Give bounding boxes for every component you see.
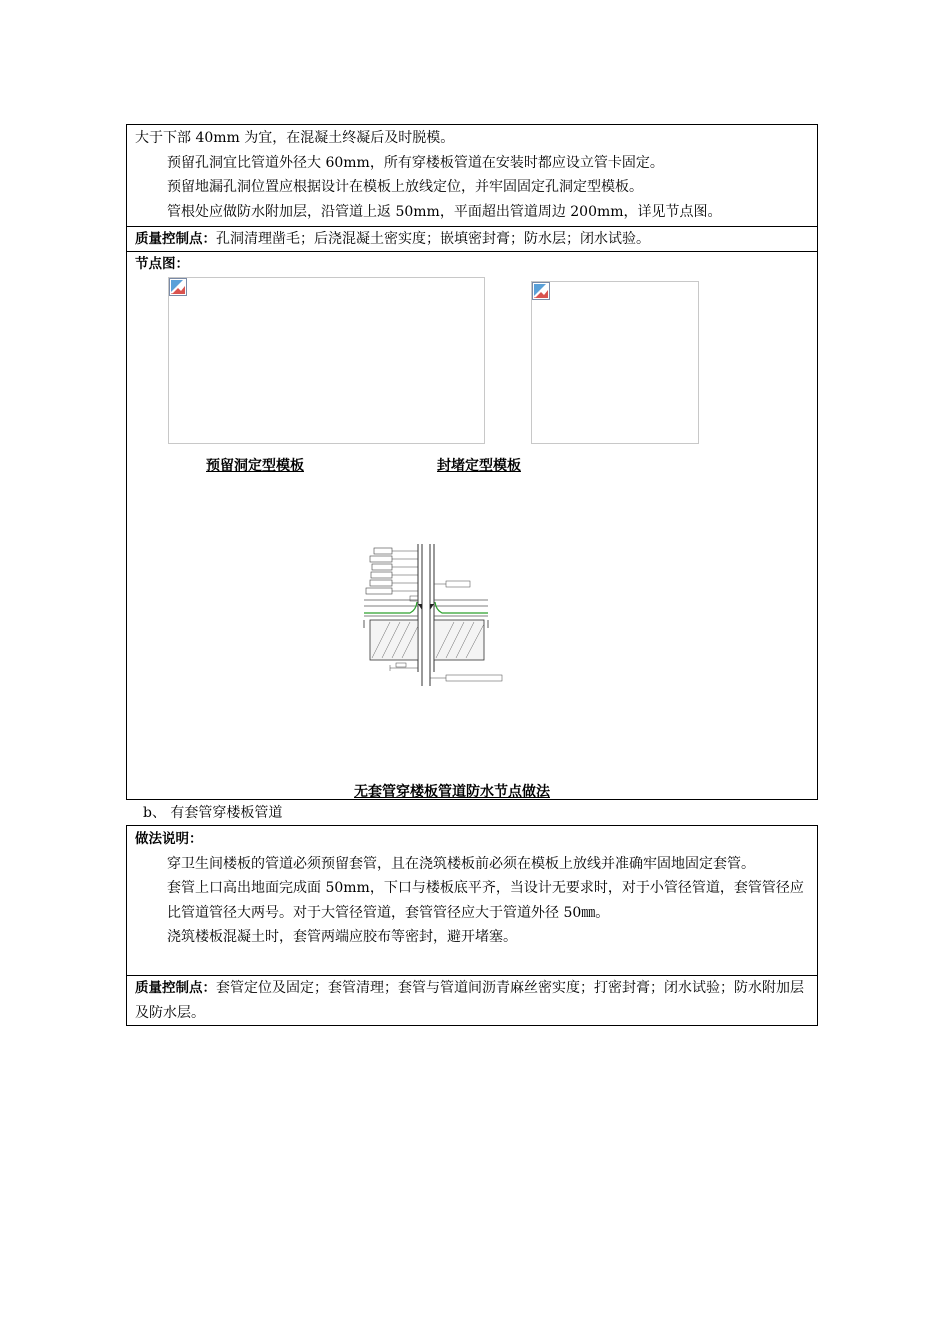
quality-cell bbox=[127, 976, 817, 1026]
waterproof-node-drawing bbox=[360, 544, 505, 686]
desc-line: 预留孔洞宜比管道外径大 60mm，所有穿楼板管道在安装时都应设立管卡固定。 bbox=[167, 154, 664, 171]
desc-line: 大于下部 40mm 为宜，在混凝土终凝后及时脱模。 bbox=[135, 130, 455, 146]
caption-reserved-hole-formwork: 预留洞定型模板 bbox=[206, 458, 304, 474]
caption-plug-formwork: 封堵定型模板 bbox=[437, 458, 521, 474]
construction-table-1 bbox=[126, 124, 818, 800]
quality-label: 质量控制点： bbox=[135, 980, 216, 996]
method-paragraph: 浇筑楼板混凝土时，套管两端应胶布等密封，避开堵塞。 bbox=[167, 929, 517, 945]
plug-formwork-image-placeholder bbox=[531, 281, 699, 444]
method-label: 做法说明： bbox=[135, 831, 203, 847]
caption-no-sleeve-detail: 无套管穿楼板管道防水节点做法 bbox=[354, 784, 550, 800]
node-label: 节点图： bbox=[135, 256, 189, 272]
formwork-image-placeholder bbox=[168, 277, 485, 444]
quality-text: 孔洞清理凿毛；后浇混凝土密实度；嵌填密封膏；防水层；闭水试验。 bbox=[216, 231, 650, 247]
desc-line: 预留地漏孔洞位置应根据设计在模板上放线定位，并牢固固定孔洞定型模板。 bbox=[167, 179, 643, 195]
method-cell bbox=[127, 125, 817, 227]
quality-label: 质量控制点： bbox=[135, 231, 216, 247]
method-cell bbox=[127, 826, 817, 976]
section-b-heading: b、 有套管穿楼板管道 bbox=[143, 805, 283, 821]
desc-line: 管根处应做防水附加层，沿管道上返 50mm，平面超出管道周边 200mm，详见节点图。 bbox=[167, 203, 722, 220]
node-diagram-cell bbox=[127, 252, 817, 799]
broken-image-icon bbox=[532, 282, 550, 300]
construction-table-2 bbox=[126, 825, 818, 1026]
quality-cell bbox=[127, 227, 817, 252]
quality-text: 套管定位及固定；套管清理；套管与管道间沥青麻丝密实度；打密封膏；闭水试验；防水附加层及防水层。 bbox=[135, 980, 804, 1021]
method-paragraph: 穿卫生间楼板的管道必须预留套管，且在浇筑楼板前必须在模板上放线并准确牢固地固定套管。 bbox=[167, 855, 755, 872]
method-paragraph: 套管上口高出地面完成面 50mm，下口与楼板底平齐，当设计无要求时，对于小管径管道，套管管径应比管道管径大两号。对于大管径管道，套管管径应大于管道外径 50㎜。 bbox=[167, 880, 804, 921]
broken-image-icon bbox=[169, 278, 187, 296]
